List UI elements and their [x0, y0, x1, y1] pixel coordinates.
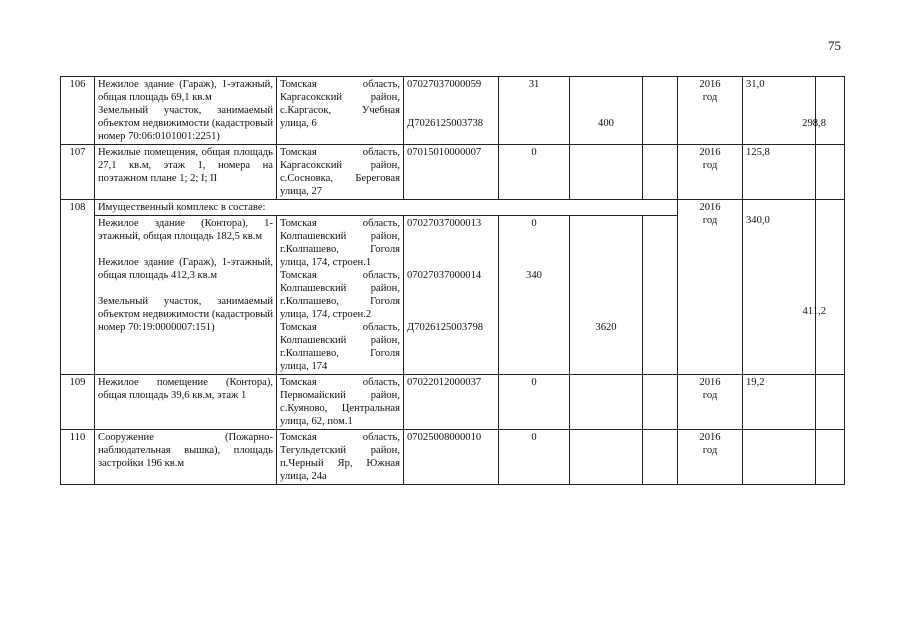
- registry-code: 07027037000013: [407, 218, 482, 229]
- empty-cell: [570, 375, 643, 430]
- year-value: 2016 год: [699, 432, 721, 456]
- address-cell: Томская область, Первомайский район, с.Куяново, Центральная улица, 62, пом.1: [277, 375, 404, 430]
- empty-cell: [570, 145, 643, 200]
- value-cell: [743, 77, 826, 145]
- address: Томская область, Колпашевский район, г.Колпашево, Гоголя улица, 174: [280, 322, 400, 372]
- year-cell: [678, 375, 743, 430]
- quantity-cell: 0: [499, 375, 570, 430]
- object-name: Сооружение (Пожарно-наблюдательная вышка), площадь застройки 196 кв.м: [95, 430, 277, 485]
- year-value: 2016 год: [699, 147, 721, 171]
- row-number: 106: [61, 77, 95, 145]
- address-cell: Томская область, Каргасокский район, с.Сосновка, Береговая улица, 27: [277, 145, 404, 200]
- registry-code: 07022012000037: [404, 375, 499, 430]
- area-cell: [570, 216, 643, 375]
- address-cell: [277, 216, 404, 375]
- object-name: Нежилое здание (Контора), 1-этажный, общая площадь 182,5 кв.м: [98, 218, 273, 242]
- address: Томская область, Колпашевский район, г.Колпашево, Гоголя улица, 174, строен.1: [280, 218, 400, 268]
- balance-value: 19,2: [743, 375, 816, 430]
- year-cell: [678, 145, 743, 200]
- table-row: [61, 77, 845, 145]
- address-cell: Томская область, Каргасокский район, с.Каргасок, Учебная улица, 6: [277, 77, 404, 145]
- value-cell: [743, 200, 826, 375]
- registry-code-cell: [404, 216, 499, 375]
- balance-value: 340,0: [746, 215, 770, 226]
- row-number: 107: [61, 145, 95, 200]
- registry-code-cell: [404, 77, 499, 145]
- balance-value: 125,8: [743, 145, 816, 200]
- object-name: Нежилое здание (Гараж), 1-этажный, общая площадь 412,3 кв.м: [98, 257, 273, 281]
- empty-cell: [643, 77, 678, 145]
- row-number: 110: [61, 430, 95, 485]
- residual-value: 411,2: [802, 306, 826, 317]
- object-name: Нежилое помещение (Контора), общая площадь 39,6 кв.м, этаж 1: [95, 375, 277, 430]
- empty-cell: [643, 216, 678, 375]
- registry-code: 07027037000059: [407, 79, 482, 90]
- year-cell: [678, 430, 743, 485]
- area-cell: [570, 77, 643, 145]
- balance-value: 31,0: [746, 79, 765, 90]
- quantity-cell: 0: [499, 430, 570, 485]
- year-value: 2016 год: [699, 377, 721, 401]
- year-value: 2016 год: [699, 202, 721, 226]
- empty-cell: [816, 145, 845, 200]
- empty-cell: [816, 430, 845, 485]
- registry-code: Д7026125003798: [407, 322, 484, 333]
- table-row: [61, 200, 845, 216]
- table-row: [61, 430, 845, 485]
- object-name: Земельный участок, занимаемый объектом недвижимости (кадастровый номер 70:06:0101001:2251): [98, 105, 273, 142]
- table-row: [61, 145, 845, 200]
- complex-title: Имущественный комплекс в составе:: [95, 200, 678, 216]
- year-cell: [678, 77, 743, 145]
- quantity-cell: 0: [499, 145, 570, 200]
- object-name-cell: [95, 77, 277, 145]
- page-number: 75: [828, 38, 841, 53]
- year-value: 2016 год: [699, 79, 721, 103]
- quantity-cell: 31: [499, 77, 570, 145]
- empty-cell: [743, 430, 816, 485]
- empty-cell: [816, 200, 845, 375]
- empty-cell: [816, 375, 845, 430]
- empty-cell: [816, 77, 845, 145]
- quantity-cell: [499, 216, 570, 375]
- area-value: 3620: [595, 322, 617, 333]
- registry-code: 07015010000007: [404, 145, 499, 200]
- property-registry-table: [60, 76, 845, 485]
- address: Томская область, Колпашевский район, г.Колпашево, Гоголя улица, 174, строен.2: [280, 270, 400, 320]
- address-cell: Томская область, Тегульдетский район, п.Черный Яр, Южная улица, 24а: [277, 430, 404, 485]
- registry-code: 07025008000010: [404, 430, 499, 485]
- object-name: Земельный участок, занимаемый объектом недвижимости (кадастровый номер 70:19:0000007:151): [98, 296, 273, 333]
- empty-cell: [570, 430, 643, 485]
- empty-cell: [643, 375, 678, 430]
- empty-cell: [643, 145, 678, 200]
- object-name-cell: [95, 216, 277, 375]
- residual-value: 298,8: [802, 118, 826, 129]
- row-number: 108: [61, 200, 95, 375]
- year-cell: [678, 200, 743, 375]
- object-name: Нежилые помещения, общая площадь 27,1 кв.м, этаж 1, номера на поэтажном плане 1; 2; I; II: [95, 145, 277, 200]
- row-number: 109: [61, 375, 95, 430]
- quantity-value: 340: [526, 270, 542, 281]
- quantity-value: 0: [531, 218, 537, 229]
- empty-cell: [643, 430, 678, 485]
- area-value: 400: [598, 118, 614, 129]
- registry-code: Д7026125003738: [407, 118, 484, 129]
- registry-code: 07027037000014: [407, 270, 482, 281]
- object-name: Нежилое здание (Гараж), 1-этажный, общая площадь 69,1 кв.м: [98, 79, 273, 103]
- table-row: [61, 375, 845, 430]
